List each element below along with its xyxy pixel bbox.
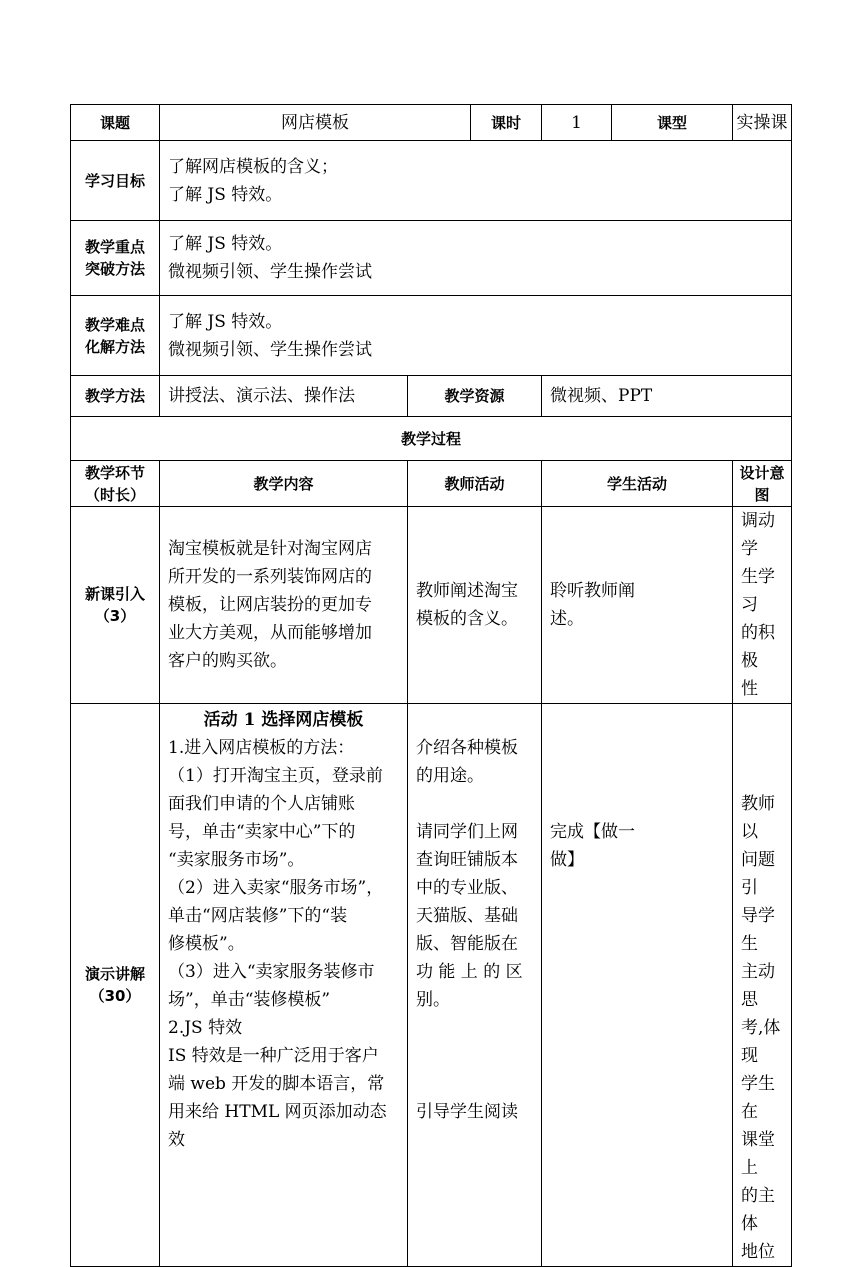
demo-intent-line: 导学生	[741, 906, 776, 954]
intro-intent	[733, 507, 792, 704]
demo-intent-line: 地位	[741, 1242, 776, 1262]
difficulties-line-1: 了解 JS 特效。	[168, 311, 283, 332]
demo-content-line: 端 web 开发的脚本语言，常	[168, 1074, 385, 1094]
demo-teacher-line: 中的专业版、	[416, 878, 518, 898]
goals-line-2: 了解 JS 特效。	[168, 184, 283, 205]
demo-stage	[71, 704, 160, 1267]
type-value: 实操课	[733, 105, 792, 141]
demo-content-line: 2.JS 特效	[168, 1018, 243, 1038]
intro-teacher-line: 模板的含义。	[416, 609, 518, 629]
demo-intent-line: 问题引	[741, 850, 776, 898]
demo-content-line: 场”，单击“装修模板”	[168, 990, 331, 1010]
difficulties-label	[71, 296, 160, 376]
demo-content-line: 用来给 HTML 网页添加动态效	[168, 1102, 387, 1150]
lesson-plan-table	[70, 104, 792, 1267]
goals-label: 学习目标	[71, 141, 160, 221]
demo-student	[542, 704, 733, 1267]
demo-content-title: 活动 1 选择网店模板	[203, 710, 364, 730]
demo-content-line: 修模板”。	[168, 934, 245, 954]
demo-stage-line-2: （30）	[89, 987, 141, 1005]
keypoints-line-1: 了解 JS 特效。	[168, 234, 283, 254]
keypoints-label-line-1: 教学重点	[84, 238, 145, 256]
col-stage-line-2: （时长）	[84, 485, 145, 504]
resource-value: 微视频、PPT	[542, 376, 792, 417]
demo-content-line: （3）进入“卖家服务装修市	[168, 962, 375, 982]
demo-intent-line: 学生在	[741, 1074, 776, 1122]
intro-intent-line: 的积极	[741, 623, 776, 671]
demo-intent-line: 教师以	[741, 794, 776, 842]
demo-stage-line-1: 演示讲解	[84, 965, 145, 983]
demo-intent-line: 主动思	[741, 962, 776, 1010]
resource-label: 教学资源	[408, 376, 542, 417]
difficulties-label-line-1: 教学难点	[84, 315, 145, 334]
demo-content-line: （2）进入卖家“服务市场”，	[168, 878, 384, 898]
demo-teacher-line	[416, 1014, 533, 1042]
goals-row	[71, 141, 792, 221]
methods-value: 讲授法、演示法、操作法	[160, 376, 408, 417]
intro-stage	[71, 507, 160, 704]
difficulties-content	[160, 296, 792, 376]
type-label: 课型	[612, 105, 733, 141]
demo-content-line: 号，单击“卖家中心”下的	[168, 822, 356, 842]
demo-teacher-line	[416, 1070, 533, 1098]
intro-stage-line-1: 新课引入	[84, 585, 145, 603]
intro-teacher	[408, 507, 542, 704]
col-student-header: 学生活动	[542, 461, 733, 507]
demo-teacher-line	[416, 790, 533, 818]
table-row-intro	[71, 507, 792, 704]
process-title: 教学过程	[71, 417, 792, 461]
keypoints-content	[160, 221, 792, 296]
intro-content-line: 业大方美观，从而能够增加	[168, 623, 372, 643]
intro-student	[542, 507, 733, 704]
demo-content	[160, 704, 408, 1267]
intro-content-line: 所开发的一系列装饰网店的	[168, 567, 372, 587]
intro-intent-line: 生学习	[741, 567, 776, 615]
demo-teacher-line: 天猫版、基础	[416, 906, 518, 926]
intro-content-line: 客户的购买欲。	[168, 651, 287, 671]
demo-teacher-line: 功 能 上 的 区	[416, 962, 523, 982]
methods-label: 教学方法	[71, 376, 160, 417]
col-stage-line-1: 教学环节	[84, 463, 145, 482]
intro-student-line: 聆听教师阐	[550, 581, 636, 601]
demo-teacher	[408, 704, 542, 1267]
col-content-header: 教学内容	[160, 461, 408, 507]
table-row-demo	[71, 704, 792, 1267]
process-title-row	[71, 417, 792, 461]
demo-teacher-line: 介绍各种模板	[416, 738, 518, 758]
demo-teacher-line: 请同学们上网	[416, 822, 518, 842]
keypoints-line-2: 微视频引领、学生操作尝试	[168, 262, 372, 282]
goals-content	[160, 141, 792, 221]
demo-content-line: 单击“网店装修”下的“装	[168, 906, 348, 926]
lesson-plan-table-wrapper	[70, 104, 791, 1267]
topic-value: 网店模板	[160, 105, 471, 141]
demo-content-line: 1.进入网店模板的方法：	[168, 738, 355, 758]
intro-content	[160, 507, 408, 704]
intro-stage-line-2: （3）	[94, 607, 136, 625]
topic-label: 课题	[71, 105, 160, 141]
demo-teacher-line	[416, 1042, 533, 1070]
col-intent-header: 设计意图	[733, 461, 792, 507]
difficulties-line-2: 微视频引领、学生操作尝试	[168, 339, 372, 360]
col-teacher-header: 教师活动	[408, 461, 542, 507]
demo-teacher-line: 别。	[416, 990, 450, 1010]
demo-student-line: 完成【做一	[550, 822, 636, 842]
methods-row	[71, 376, 792, 417]
goals-line-1: 了解网店模板的含义；	[168, 156, 338, 177]
difficulties-label-line-2: 化解方法	[84, 337, 145, 356]
demo-content-line: IS 特效是一种广泛用于客户	[168, 1046, 379, 1066]
demo-content-line: （1）打开淘宝主页，登录前	[168, 766, 383, 786]
hours-value: 1	[542, 105, 612, 141]
hours-label: 课时	[471, 105, 542, 141]
demo-teacher-line: 查询旺铺版本	[416, 850, 518, 870]
intro-student-line: 述。	[550, 609, 585, 629]
demo-intent	[733, 704, 792, 1267]
demo-content-line: 面我们申请的个人店铺账	[168, 794, 355, 814]
demo-teacher-line: 的用途。	[416, 766, 484, 786]
demo-content-line: “卖家服务市场”。	[168, 850, 305, 870]
demo-intent-line: 课堂上	[741, 1130, 776, 1178]
column-header-row	[71, 461, 792, 507]
difficulties-row	[71, 296, 792, 376]
intro-intent-line: 调动学	[741, 511, 776, 559]
demo-student-line: 做】	[550, 850, 585, 870]
intro-teacher-line: 教师阐述淘宝	[416, 581, 518, 601]
intro-content-line: 模板，让网店装扮的更加专	[168, 595, 372, 615]
keypoints-label-line-2: 突破方法	[84, 260, 145, 278]
demo-intent-line: 考,体现	[741, 1018, 781, 1066]
intro-intent-line: 性	[741, 679, 759, 699]
intro-content-line: 淘宝模板就是针对淘宝网店	[168, 539, 372, 559]
demo-teacher-line: 引导学生阅读	[416, 1102, 518, 1122]
keypoints-row	[71, 221, 792, 296]
keypoints-label	[71, 221, 160, 296]
demo-intent-line: 的主体	[741, 1186, 776, 1234]
header-row	[71, 105, 792, 141]
demo-teacher-line: 版、智能版在	[416, 934, 518, 954]
col-stage-header	[71, 461, 160, 507]
